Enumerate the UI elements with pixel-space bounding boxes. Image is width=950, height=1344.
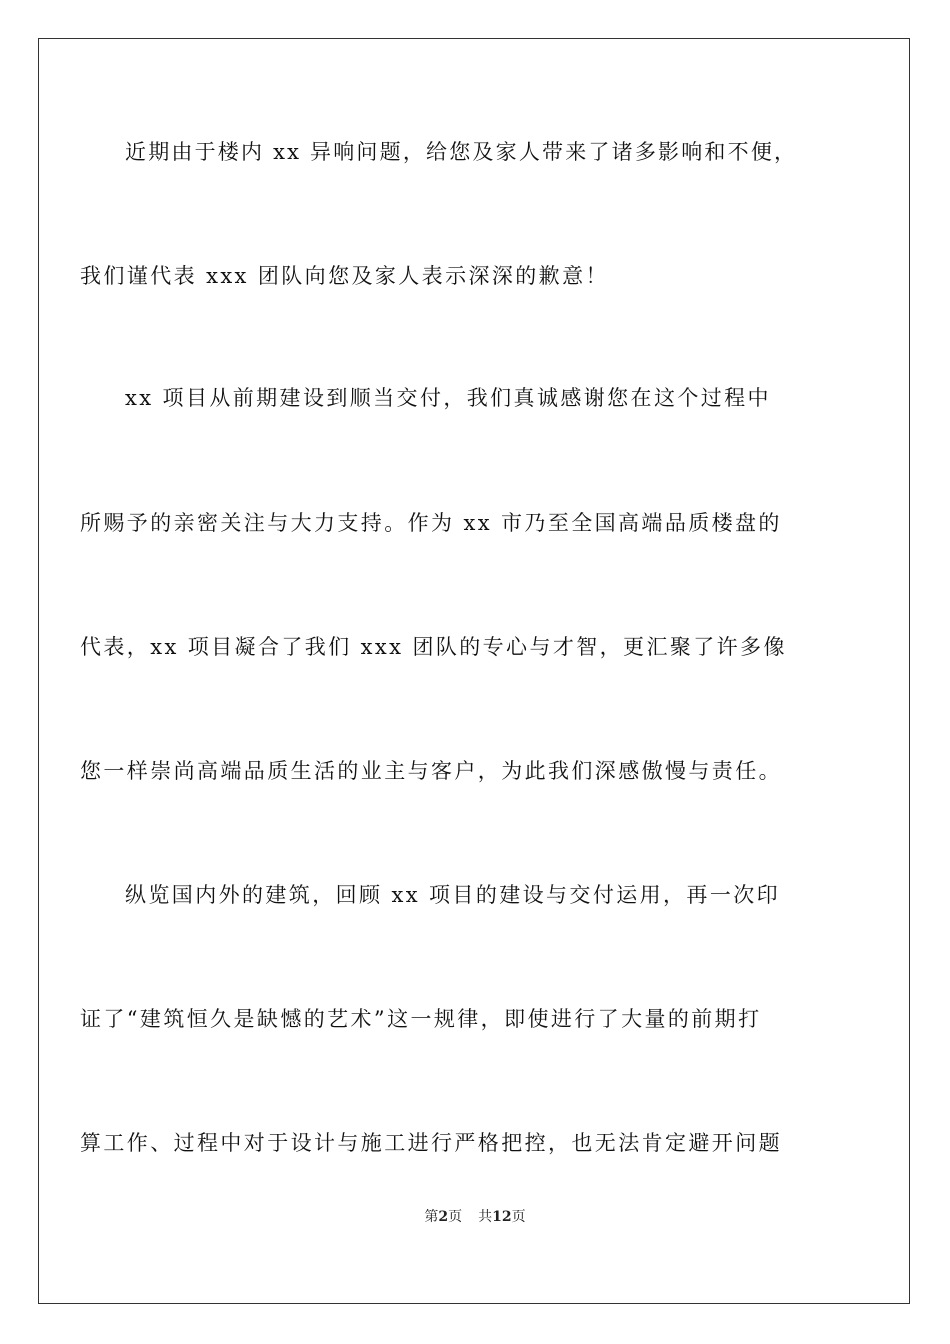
page-prefix: 第 <box>424 1209 439 1225</box>
total-suffix: 页 <box>511 1209 526 1225</box>
paragraph-1-line-1: 近期由于楼内 xx 异响问题，给您及家人带来了诸多影响和不便， <box>125 140 798 164</box>
paragraph-1-line-2: 我们谨代表 xxx 团队向您及家人表示深深的歉意！ <box>80 264 609 288</box>
paragraph-3-line-2: 证了“建筑恒久是缺憾的艺术”这一规律，即使进行了大量的前期打 <box>80 1007 762 1031</box>
page-total: 12 <box>492 1209 512 1225</box>
total-prefix: 共 <box>478 1209 493 1225</box>
page-current: 2 <box>438 1209 449 1225</box>
paragraph-2-line-2: 所赐予的亲密关注与大力支持。作为 xx 市乃至全国高端品质楼盘的 <box>80 511 782 535</box>
paragraph-2-line-1: xx 项目从前期建设到顺当交付，我们真诚感谢您在这个过程中 <box>125 386 771 410</box>
page-footer <box>0 1208 950 1226</box>
paragraph-2-line-4: 您一样崇尚高端品质生活的业主与客户，为此我们深感傲慢与责任。 <box>80 759 782 783</box>
paragraph-3-line-3: 算工作、过程中对于设计与施工进行严格把控，也无法肯定避开问题 <box>80 1131 782 1155</box>
paragraph-3-line-1: 纵览国内外的建筑，回顾 xx 项目的建设与交付运用，再一次印 <box>125 883 781 907</box>
paragraph-2-line-3: 代表，xx 项目凝合了我们 xxx 团队的专心与才智，更汇聚了许多像 <box>80 635 787 659</box>
page-suffix: 页 <box>448 1209 463 1225</box>
